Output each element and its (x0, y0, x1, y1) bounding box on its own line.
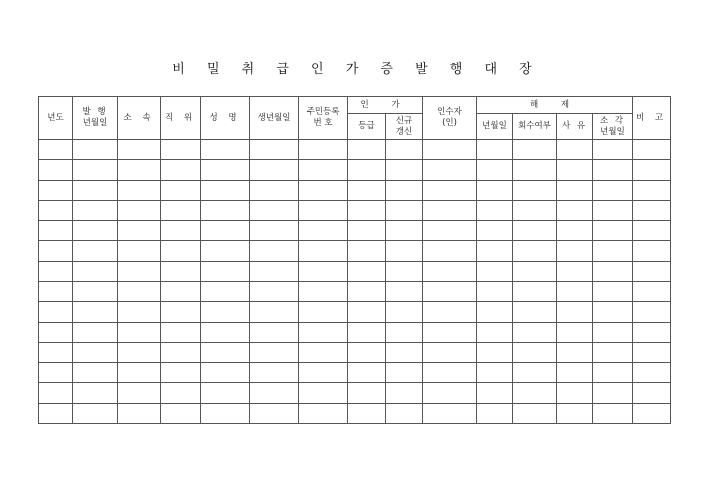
cell-year[interactable] (39, 180, 73, 200)
cell-birth-date[interactable] (250, 221, 299, 241)
cell-affiliation[interactable] (118, 241, 161, 261)
cell-birth-date[interactable] (250, 140, 299, 160)
cell-year[interactable] (39, 160, 73, 180)
cell-resident-number[interactable] (299, 241, 348, 261)
cell-year[interactable] (39, 221, 73, 241)
cell-release-date[interactable] (477, 140, 513, 160)
cell-burn-date[interactable] (593, 403, 633, 423)
cell-burn-date[interactable] (593, 200, 633, 220)
cell-affiliation[interactable] (118, 403, 161, 423)
cell-affiliation[interactable] (118, 363, 161, 383)
cell-new-renewal[interactable] (386, 363, 423, 383)
cell-burn-date[interactable] (593, 221, 633, 241)
header-resident-number (299, 97, 348, 140)
cell-position[interactable] (161, 403, 201, 423)
table-row (39, 180, 671, 200)
table-row (39, 322, 671, 342)
cell-name[interactable] (201, 160, 250, 180)
header-receiver-line2: (인) (442, 118, 457, 128)
cell-remarks[interactable] (633, 281, 671, 301)
cell-release-date[interactable] (477, 160, 513, 180)
table-row (39, 281, 671, 301)
header-affiliation: 소 속 (118, 97, 161, 140)
cell-position[interactable] (161, 180, 201, 200)
cell-burn-date[interactable] (593, 180, 633, 200)
cell-reason[interactable] (557, 261, 593, 281)
cell-new-renewal[interactable] (386, 383, 423, 403)
cell-recovery-status[interactable] (513, 180, 557, 200)
cell-issue-date[interactable] (73, 221, 118, 241)
header-burn-date-line2: 년월일 (600, 126, 625, 137)
cell-birth-date[interactable] (250, 363, 299, 383)
cell-recovery-status[interactable] (513, 261, 557, 281)
cell-recovery-status[interactable] (513, 160, 557, 180)
header-issue-date-line2: 년월일 (82, 118, 108, 128)
header-new-renewal-line1: 신규 (395, 115, 413, 126)
cell-position[interactable] (161, 140, 201, 160)
cell-receiver[interactable] (423, 221, 477, 241)
cell-issue-date[interactable] (73, 403, 118, 423)
cell-affiliation[interactable] (118, 281, 161, 301)
header-issue-date-line1: 발 행 (82, 107, 108, 117)
cell-year[interactable] (39, 322, 73, 342)
cell-position[interactable] (161, 221, 201, 241)
cell-new-renewal[interactable] (386, 241, 423, 261)
header-new-renewal (386, 114, 423, 140)
cell-burn-date[interactable] (593, 140, 633, 160)
cell-birth-date[interactable] (250, 403, 299, 423)
cell-issue-date[interactable] (73, 363, 118, 383)
cell-release-date[interactable] (477, 180, 513, 200)
cell-remarks[interactable] (633, 363, 671, 383)
cell-receiver[interactable] (423, 302, 477, 322)
cell-grade[interactable] (348, 241, 386, 261)
cell-receiver[interactable] (423, 403, 477, 423)
cell-birth-date[interactable] (250, 342, 299, 362)
table-row (39, 140, 671, 160)
cell-name[interactable] (201, 261, 250, 281)
cell-name[interactable] (201, 403, 250, 423)
cell-reason[interactable] (557, 403, 593, 423)
header-year: 년도 (39, 97, 73, 140)
cell-resident-number[interactable] (299, 221, 348, 241)
cell-grade[interactable] (348, 322, 386, 342)
cell-recovery-status[interactable] (513, 363, 557, 383)
cell-recovery-status[interactable] (513, 241, 557, 261)
cell-reason[interactable] (557, 383, 593, 403)
cell-reason[interactable] (557, 221, 593, 241)
cell-birth-date[interactable] (250, 261, 299, 281)
cell-new-renewal[interactable] (386, 221, 423, 241)
cell-recovery-status[interactable] (513, 200, 557, 220)
cell-new-renewal[interactable] (386, 281, 423, 301)
cell-affiliation[interactable] (118, 261, 161, 281)
table-row (39, 363, 671, 383)
cell-affiliation[interactable] (118, 221, 161, 241)
cell-issue-date[interactable] (73, 322, 118, 342)
cell-grade[interactable] (348, 180, 386, 200)
header-name: 성 명 (201, 97, 250, 140)
cell-issue-date[interactable] (73, 180, 118, 200)
cell-remarks[interactable] (633, 261, 671, 281)
cell-grade[interactable] (348, 200, 386, 220)
cell-resident-number[interactable] (299, 180, 348, 200)
cell-remarks[interactable] (633, 342, 671, 362)
cell-release-date[interactable] (477, 363, 513, 383)
cell-burn-date[interactable] (593, 302, 633, 322)
cell-reason[interactable] (557, 322, 593, 342)
cell-receiver[interactable] (423, 140, 477, 160)
cell-year[interactable] (39, 342, 73, 362)
table-row (39, 160, 671, 180)
cell-affiliation[interactable] (118, 383, 161, 403)
cell-affiliation[interactable] (118, 140, 161, 160)
cell-remarks[interactable] (633, 322, 671, 342)
cell-position[interactable] (161, 281, 201, 301)
cell-burn-date[interactable] (593, 241, 633, 261)
header-burn-date-line1: 소 각 (599, 115, 626, 126)
cell-reason[interactable] (557, 241, 593, 261)
cell-burn-date[interactable] (593, 160, 633, 180)
table-header (39, 97, 671, 140)
header-position: 직 위 (161, 97, 201, 140)
cell-resident-number[interactable] (299, 140, 348, 160)
cell-birth-date[interactable] (250, 383, 299, 403)
cell-reason[interactable] (557, 180, 593, 200)
cell-receiver[interactable] (423, 322, 477, 342)
cell-name[interactable] (201, 302, 250, 322)
cell-grade[interactable] (348, 383, 386, 403)
cell-year[interactable] (39, 140, 73, 160)
cell-birth-date[interactable] (250, 322, 299, 342)
cell-recovery-status[interactable] (513, 221, 557, 241)
table-row (39, 221, 671, 241)
table-body (39, 140, 671, 424)
cell-burn-date[interactable] (593, 363, 633, 383)
cell-new-renewal[interactable] (386, 403, 423, 423)
cell-name[interactable] (201, 363, 250, 383)
cell-year[interactable] (39, 403, 73, 423)
cell-grade[interactable] (348, 140, 386, 160)
cell-resident-number[interactable] (299, 302, 348, 322)
cell-year[interactable] (39, 302, 73, 322)
cell-release-date[interactable] (477, 302, 513, 322)
cell-issue-date[interactable] (73, 160, 118, 180)
cell-remarks[interactable] (633, 200, 671, 220)
cell-birth-date[interactable] (250, 241, 299, 261)
cell-position[interactable] (161, 363, 201, 383)
header-recovery-status: 회수여부 (513, 114, 557, 140)
header-resident-number-line1: 주민등록 (306, 107, 340, 117)
cell-resident-number[interactable] (299, 281, 348, 301)
cell-receiver[interactable] (423, 342, 477, 362)
header-reason: 사 유 (557, 114, 593, 140)
cell-grade[interactable] (348, 160, 386, 180)
cell-issue-date[interactable] (73, 140, 118, 160)
cell-birth-date[interactable] (250, 180, 299, 200)
cell-name[interactable] (201, 241, 250, 261)
header-new-renewal-line2: 갱신 (395, 126, 413, 137)
cell-new-renewal[interactable] (386, 200, 423, 220)
cell-name[interactable] (201, 342, 250, 362)
cell-remarks[interactable] (633, 221, 671, 241)
header-remarks: 비 고 (633, 97, 671, 140)
cell-name[interactable] (201, 140, 250, 160)
table-row (39, 383, 671, 403)
cell-receiver[interactable] (423, 200, 477, 220)
table-row (39, 261, 671, 281)
cell-issue-date[interactable] (73, 342, 118, 362)
cell-affiliation[interactable] (118, 160, 161, 180)
cell-receiver[interactable] (423, 281, 477, 301)
cell-position[interactable] (161, 241, 201, 261)
cell-recovery-status[interactable] (513, 342, 557, 362)
cell-affiliation[interactable] (118, 322, 161, 342)
cell-birth-date[interactable] (250, 302, 299, 322)
cell-release-date[interactable] (477, 322, 513, 342)
cell-affiliation[interactable] (118, 302, 161, 322)
header-grade: 등급 (348, 114, 386, 140)
cell-name[interactable] (201, 281, 250, 301)
cell-birth-date[interactable] (250, 160, 299, 180)
cell-new-renewal[interactable] (386, 140, 423, 160)
cell-grade[interactable] (348, 342, 386, 362)
cell-recovery-status[interactable] (513, 140, 557, 160)
cell-grade[interactable] (348, 363, 386, 383)
header-approval-group: 인 가 (348, 97, 423, 114)
cell-new-renewal[interactable] (386, 180, 423, 200)
cell-grade[interactable] (348, 281, 386, 301)
cell-reason[interactable] (557, 363, 593, 383)
cell-release-date[interactable] (477, 403, 513, 423)
header-birth-date: 생년월일 (250, 97, 299, 140)
cell-grade[interactable] (348, 221, 386, 241)
cell-issue-date[interactable] (73, 241, 118, 261)
header-issue-date (73, 97, 118, 140)
cell-burn-date[interactable] (593, 281, 633, 301)
cell-burn-date[interactable] (593, 322, 633, 342)
cell-resident-number[interactable] (299, 160, 348, 180)
cell-position[interactable] (161, 200, 201, 220)
cell-grade[interactable] (348, 403, 386, 423)
cell-receiver[interactable] (423, 160, 477, 180)
header-receiver-line1: 인수자 (437, 107, 462, 117)
cell-year[interactable] (39, 261, 73, 281)
cell-remarks[interactable] (633, 302, 671, 322)
cell-issue-date[interactable] (73, 302, 118, 322)
cell-affiliation[interactable] (118, 180, 161, 200)
cell-resident-number[interactable] (299, 200, 348, 220)
cell-affiliation[interactable] (118, 342, 161, 362)
cell-burn-date[interactable] (593, 383, 633, 403)
table-row (39, 342, 671, 362)
cell-birth-date[interactable] (250, 200, 299, 220)
cell-issue-date[interactable] (73, 281, 118, 301)
cell-resident-number[interactable] (299, 363, 348, 383)
cell-recovery-status[interactable] (513, 403, 557, 423)
cell-recovery-status[interactable] (513, 281, 557, 301)
cell-remarks[interactable] (633, 180, 671, 200)
cell-release-date[interactable] (477, 221, 513, 241)
table-row (39, 302, 671, 322)
cell-release-date[interactable] (477, 261, 513, 281)
cell-remarks[interactable] (633, 160, 671, 180)
cell-remarks[interactable] (633, 383, 671, 403)
cell-year[interactable] (39, 200, 73, 220)
cell-new-renewal[interactable] (386, 261, 423, 281)
table-row (39, 403, 671, 423)
cell-receiver[interactable] (423, 261, 477, 281)
header-burn-date (593, 114, 633, 140)
cell-year[interactable] (39, 281, 73, 301)
cell-position[interactable] (161, 261, 201, 281)
cell-receiver[interactable] (423, 180, 477, 200)
cell-remarks[interactable] (633, 140, 671, 160)
cell-issue-date[interactable] (73, 261, 118, 281)
cell-birth-date[interactable] (250, 281, 299, 301)
cell-new-renewal[interactable] (386, 342, 423, 362)
cell-burn-date[interactable] (593, 261, 633, 281)
cell-position[interactable] (161, 342, 201, 362)
cell-name[interactable] (201, 383, 250, 403)
cell-reason[interactable] (557, 140, 593, 160)
cell-position[interactable] (161, 160, 201, 180)
cell-release-date[interactable] (477, 281, 513, 301)
cell-position[interactable] (161, 383, 201, 403)
cell-remarks[interactable] (633, 241, 671, 261)
cell-new-renewal[interactable] (386, 160, 423, 180)
cell-name[interactable] (201, 322, 250, 342)
cell-position[interactable] (161, 322, 201, 342)
cell-release-date[interactable] (477, 200, 513, 220)
table-row (39, 241, 671, 261)
cell-new-renewal[interactable] (386, 302, 423, 322)
cell-reason[interactable] (557, 160, 593, 180)
cell-recovery-status[interactable] (513, 322, 557, 342)
cell-receiver[interactable] (423, 241, 477, 261)
header-receiver (423, 97, 477, 140)
cell-year[interactable] (39, 383, 73, 403)
cell-position[interactable] (161, 302, 201, 322)
cell-year[interactable] (39, 241, 73, 261)
cell-affiliation[interactable] (118, 200, 161, 220)
cell-remarks[interactable] (633, 403, 671, 423)
cell-recovery-status[interactable] (513, 383, 557, 403)
header-resident-number-line2: 번 호 (313, 118, 333, 128)
header-release-group: 해 제 (477, 97, 633, 114)
cell-recovery-status[interactable] (513, 302, 557, 322)
cell-name[interactable] (201, 221, 250, 241)
ledger-table (38, 96, 671, 424)
cell-reason[interactable] (557, 281, 593, 301)
cell-issue-date[interactable] (73, 200, 118, 220)
table-row (39, 200, 671, 220)
cell-release-date[interactable] (477, 342, 513, 362)
document-title: 비 밀 취 급 인 가 증 발 행 대 장 (172, 62, 541, 77)
cell-release-date[interactable] (477, 241, 513, 261)
cell-resident-number[interactable] (299, 261, 348, 281)
cell-receiver[interactable] (423, 383, 477, 403)
cell-issue-date[interactable] (73, 383, 118, 403)
cell-new-renewal[interactable] (386, 322, 423, 342)
cell-grade[interactable] (348, 302, 386, 322)
cell-release-date[interactable] (477, 383, 513, 403)
cell-resident-number[interactable] (299, 403, 348, 423)
cell-burn-date[interactable] (593, 342, 633, 362)
cell-resident-number[interactable] (299, 322, 348, 342)
cell-year[interactable] (39, 363, 73, 383)
cell-resident-number[interactable] (299, 383, 348, 403)
cell-receiver[interactable] (423, 363, 477, 383)
header-release-date: 년월일 (477, 114, 513, 140)
cell-name[interactable] (201, 180, 250, 200)
cell-reason[interactable] (557, 342, 593, 362)
cell-resident-number[interactable] (299, 342, 348, 362)
cell-name[interactable] (201, 200, 250, 220)
cell-reason[interactable] (557, 302, 593, 322)
cell-grade[interactable] (348, 261, 386, 281)
cell-reason[interactable] (557, 200, 593, 220)
